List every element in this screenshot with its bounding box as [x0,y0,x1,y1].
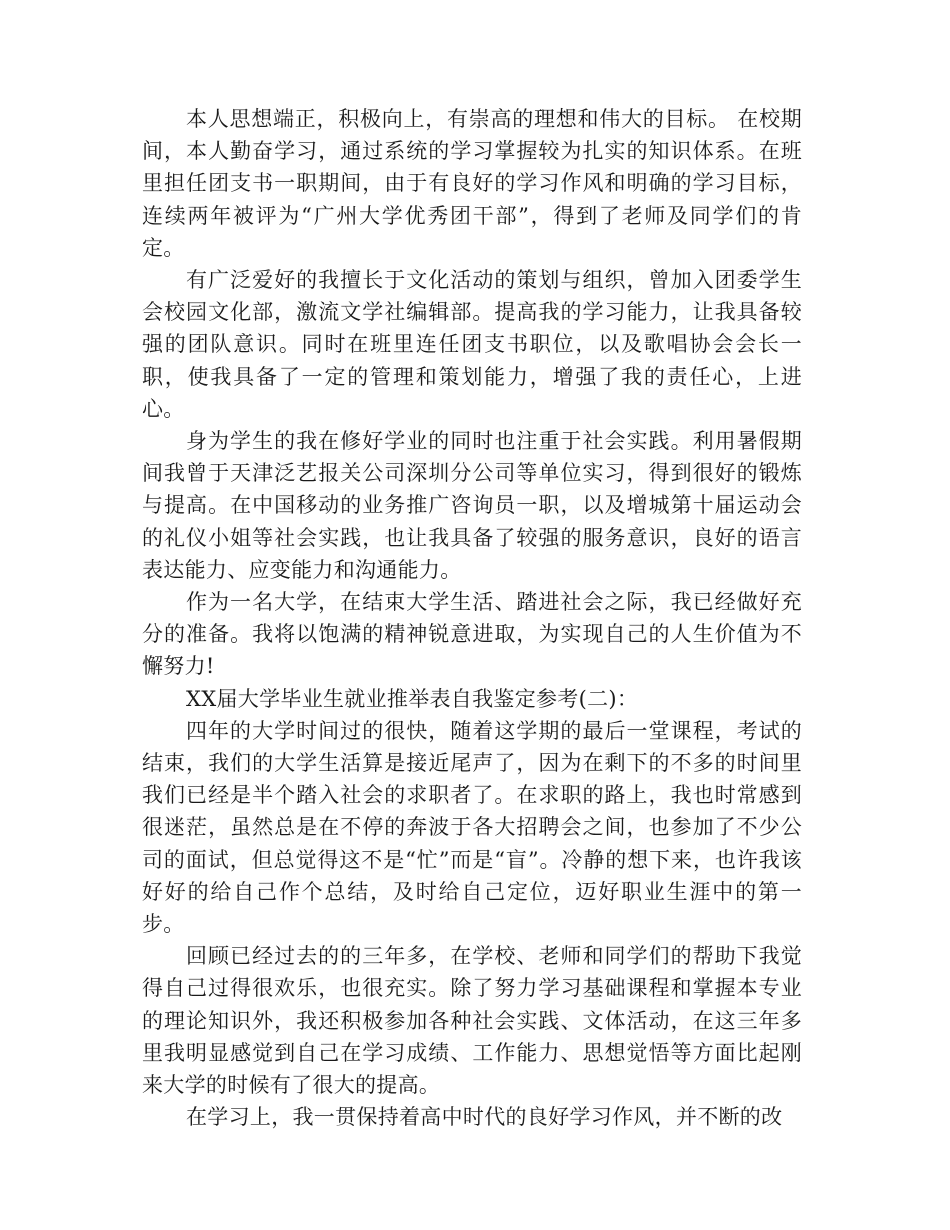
paragraph-conclusion: 作为一名大学，在结束大学生活、踏进社会之际，我已经做好充分的准备。我将以饱满的精神锐意进取，为实现自己的人生价值为不懈努力! [142,590,802,679]
paragraph-review: 回顾已经过去的的三年多，在学校、老师和同学们的帮助下我觉得自己过得很欢乐，也很充实。除了努力学习基础课程和掌握本专业的理论知识外，我还积极参加各种社会实践、文体活动，在这三年多里我明显感觉到自己在学习成绩、工作能力、思想觉悟等方面比起刚来大学的时候有了很大的提高。 [142,944,802,1098]
section-heading: XX届大学毕业生就业推举表自我鉴定参考(二)： [186,686,639,711]
paragraph-social-practice: 身为学生的我在修好学业的同时也注重于社会实践。利用暑假期间我曾于天津泛艺报关公司深圳分公司等单位实习，得到很好的锻炼与提高。在中国移动的业务推广咨询员一职，以及增城第十届运动会的礼仪小姐等社会实践，也让我具备了较强的服务意识，良好的语言表达能力、应变能力和沟通能力。 [142,429,802,582]
paragraph-ideology: 本人思想端正，积极向上，有崇高的理想和伟大的目标。 在校期间，本人勤奋学习，通过系统的学习掌握较为扎实的知识体系。在班里担任团支书一职期间，由于有良好的学习作风和明确的学习目标，连续两年被评为“广州大学优秀团干部”，得到了老师及同学们的肯定。 [142,107,802,260]
paragraph-study: 在学习上，我一贯保持着高中时代的良好学习作风，并不断的改 [186,1105,783,1130]
paragraph-hobbies: 有广泛爱好的我擅长于文化活动的策划与组织，曾加入团委学生会校园文化部，激流文学社编辑部。提高我的学习能力，让我具备较强的团队意识。同时在班里连任团支书职位，以及歌唱协会会长一职，使我具备了一定的管理和策划能力，增强了我的责任心，上进心。 [142,268,802,421]
paragraph-four-years: 四年的大学时间过的很快，随着这学期的最后一堂课程，考试的结束，我们的大学生活算是接近尾声了，因为在剩下的不多的时间里我们已经是半个踏入社会的求职者了。在求职的路上，我也时常感到很迷茫，虽然总是在不停的奔波于各大招聘会之间，也参加了不少公司的面试，但总觉得这不是“忙”而是“盲”。冷静的想下来，也许我该好好的给自己作个总结，及时给自己定位，迈好职业生涯中的第一步。 [142,718,802,937]
document-page [142,103,802,1134]
